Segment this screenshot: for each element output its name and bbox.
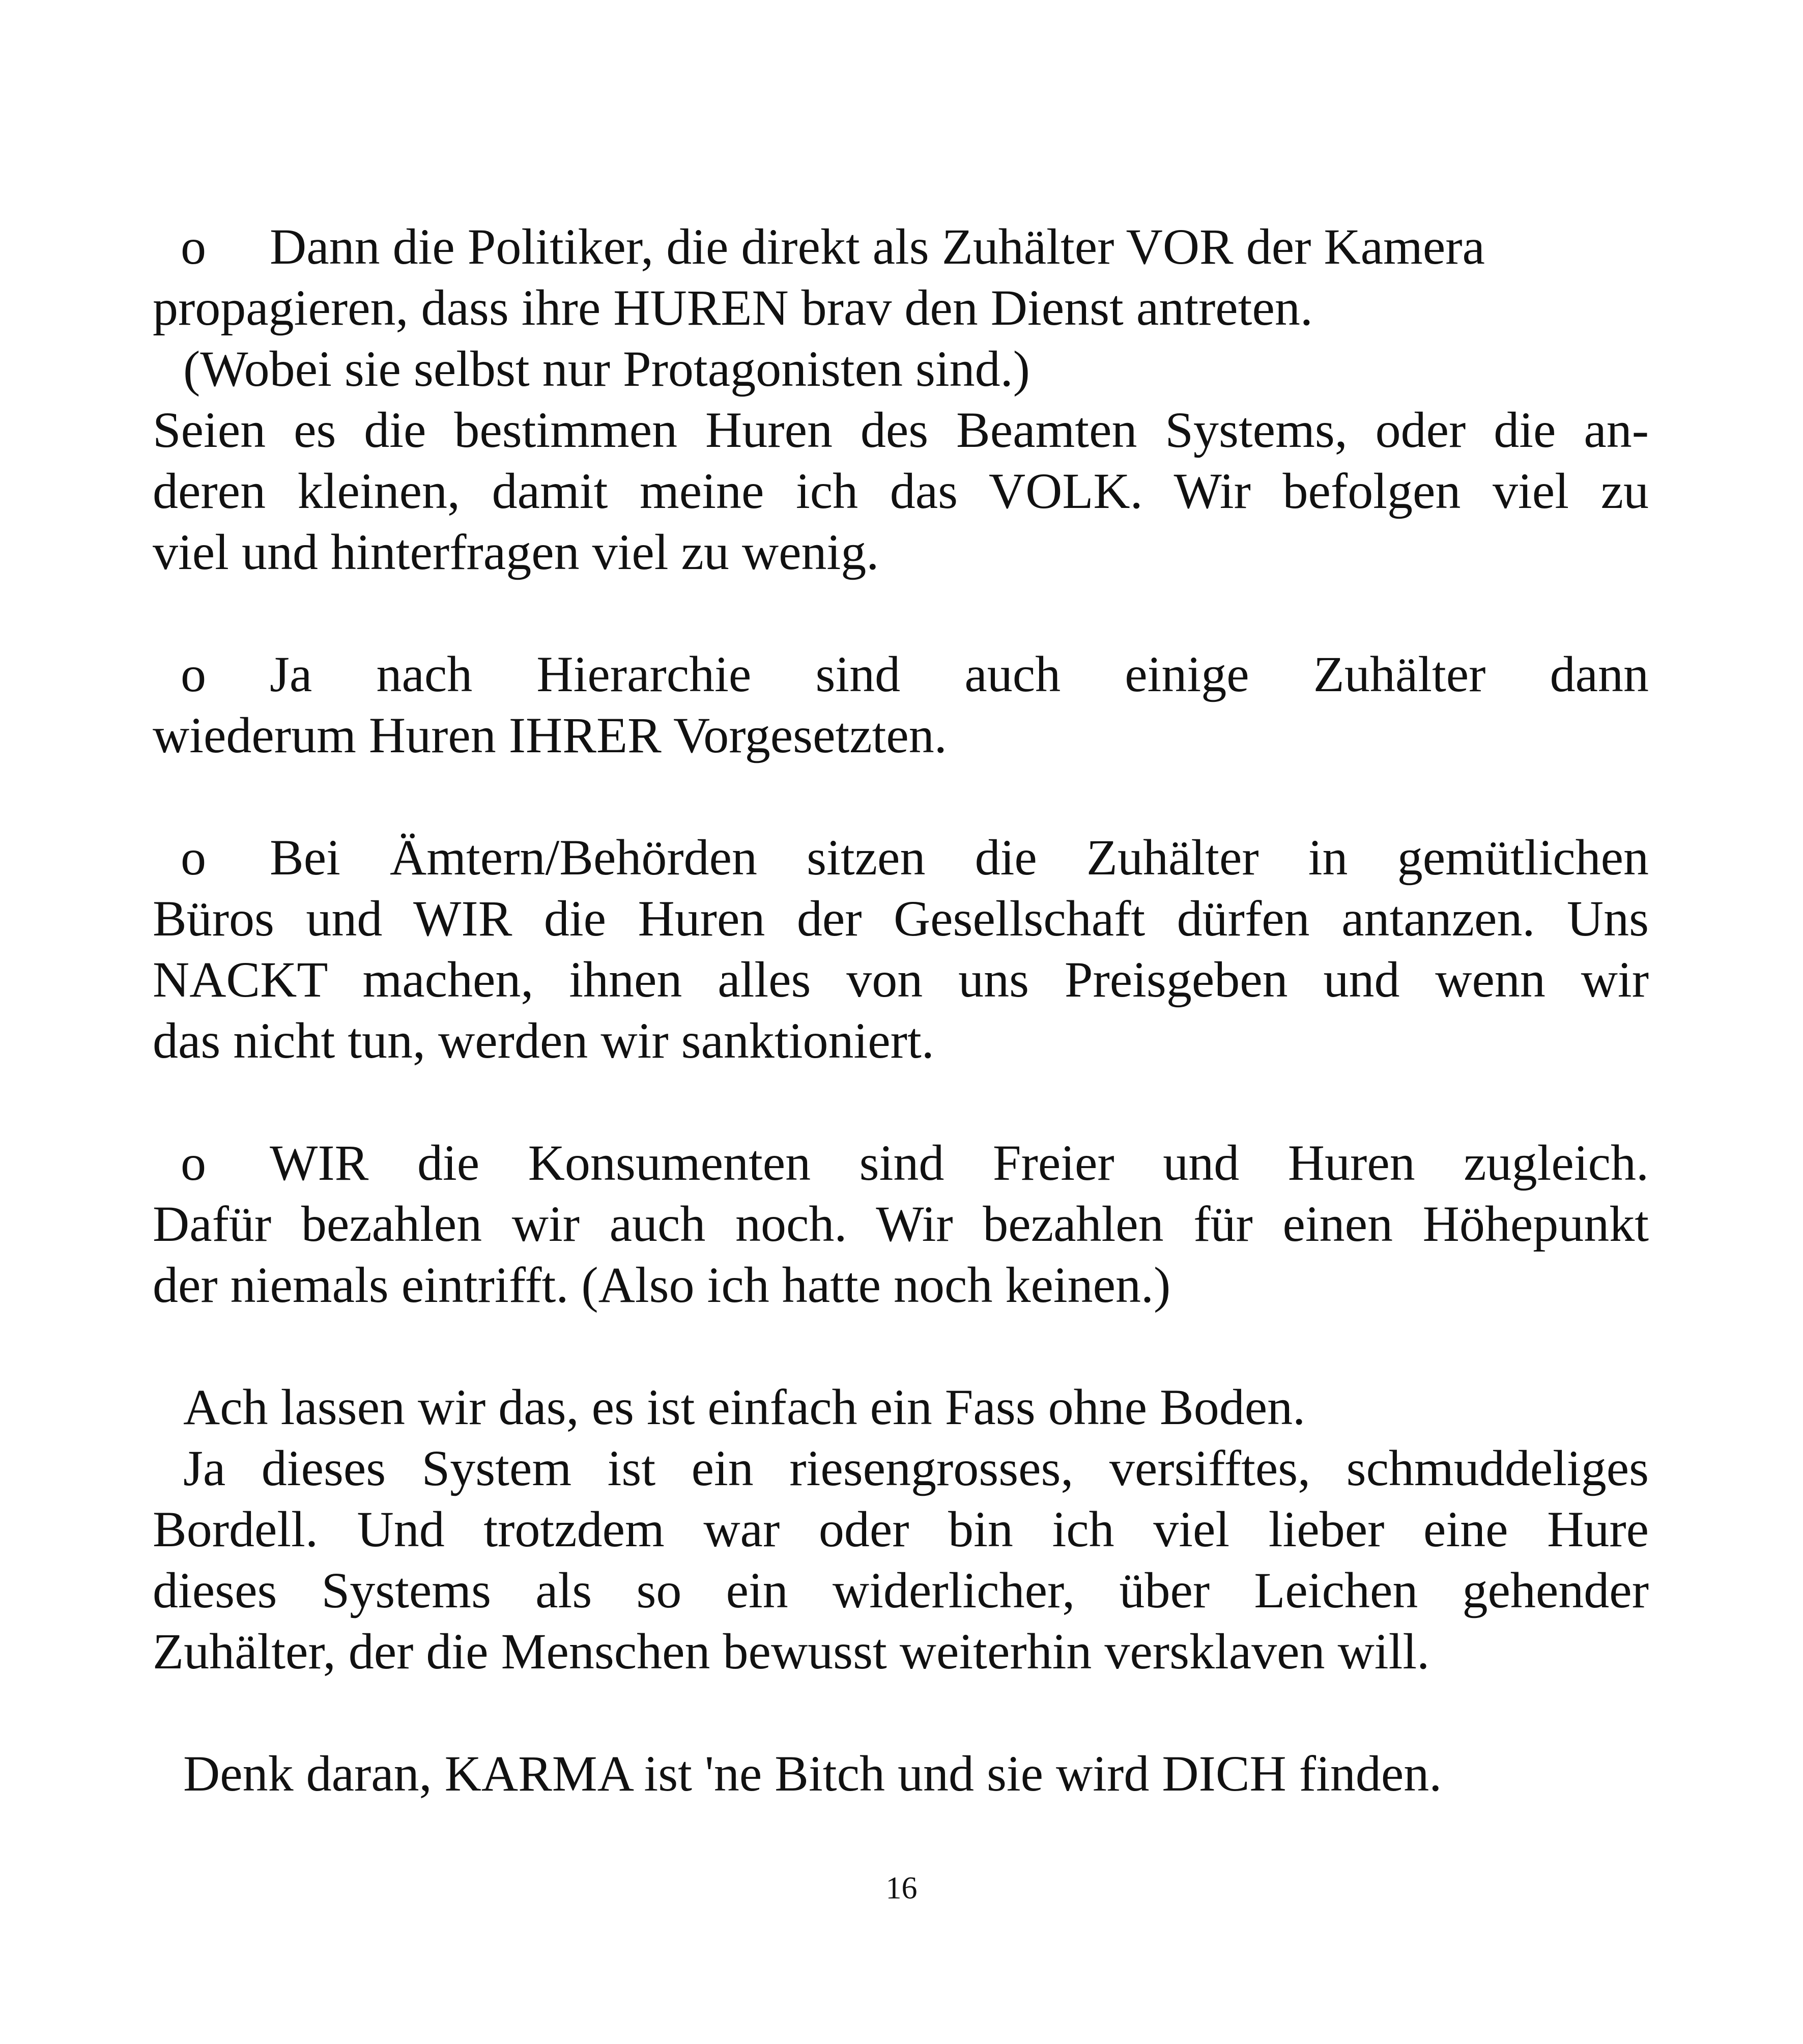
paragraph-line: das nicht tun, werden wir sanktioniert. <box>153 1012 934 1069</box>
paragraph-line: Denk daran, KARMA ist 'ne Bitch und sie wird DICH finden. <box>183 1745 1442 1802</box>
paragraph-line: deren kleinen, damit meine ich das VOLK. Wir befolgen viel zu <box>153 463 1649 519</box>
paragraph-line: Büros und WIR die Huren der Gesellschaft dürfen antanzen. Uns <box>153 890 1649 947</box>
paragraph-karma <box>153 1743 1649 1804</box>
paragraph-line: Zuhälter, der die Menschen bewusst weiterhin versklaven will. <box>153 1623 1430 1680</box>
paragraph-line: dieses Systems als so ein widerlicher, über Leichen gehender <box>153 1562 1649 1619</box>
paragraph-line: Seien es die bestimmen Huren des Beamten Systems, oder die an- <box>153 402 1649 458</box>
bullet-first-line: Ja nach Hierarchie sind auch einige Zuhälter dann <box>270 646 1649 702</box>
bullet-first-line <box>270 216 1649 277</box>
page-number: 16 <box>885 1871 918 1906</box>
paragraph-line: Bordell. Und trotzdem war oder bin ich viel lieber eine Hure <box>153 1501 1649 1557</box>
bullet-marker: o <box>181 218 206 275</box>
paragraph-consumers <box>153 1132 1649 1316</box>
paragraph-politicians <box>153 216 1649 583</box>
bullet-line <box>153 827 1649 888</box>
bullet-line <box>153 1132 1649 1194</box>
bullet-first-line: Bei Ämtern/Behörden sitzen die Zuhälter in gemütlichen <box>270 829 1649 886</box>
paragraph-hierarchy <box>153 644 1649 766</box>
paragraph-line: (Wobei sie selbst nur Protagonisten sind.) <box>183 340 1030 397</box>
bullet-line <box>153 644 1649 705</box>
paragraph-line: viel und hinterfragen viel zu wenig. <box>153 524 879 580</box>
paragraph-line: Dafür bezahlen wir auch noch. Wir bezahlen für einen Höhepunkt <box>153 1196 1649 1252</box>
paragraph-line: Dann die Politiker, die direkt als Zuhälter VOR der Kamera <box>270 218 1485 275</box>
paragraph-line: Ja dieses System ist ein riesengrosses, versifftes, schmuddeliges <box>183 1440 1649 1496</box>
paragraph-line: der niemals eintrifft. (Also ich hatte noch keinen.) <box>153 1257 1171 1313</box>
paragraph-line: NACKT machen, ihnen alles von uns Preisgeben und wenn wir <box>153 951 1649 1008</box>
bullet-marker: o <box>181 1134 206 1191</box>
bullet-marker: o <box>181 829 206 886</box>
paragraph-line: wiederum Huren IHRER Vorgesetzten. <box>153 707 947 763</box>
bullet-first-line: WIR die Konsumenten sind Freier und Huren zugleich. <box>270 1134 1649 1191</box>
paragraph-line: Ach lassen wir das, es ist einfach ein Fass ohne Boden. <box>183 1379 1306 1435</box>
bullet-marker: o <box>181 646 206 702</box>
paragraph-line: propagieren, dass ihre HUREN brav den Dienst antreten. <box>153 279 1313 336</box>
bullet-line <box>153 216 1649 277</box>
paragraph-authorities <box>153 827 1649 1071</box>
paragraph-system <box>153 1377 1649 1682</box>
